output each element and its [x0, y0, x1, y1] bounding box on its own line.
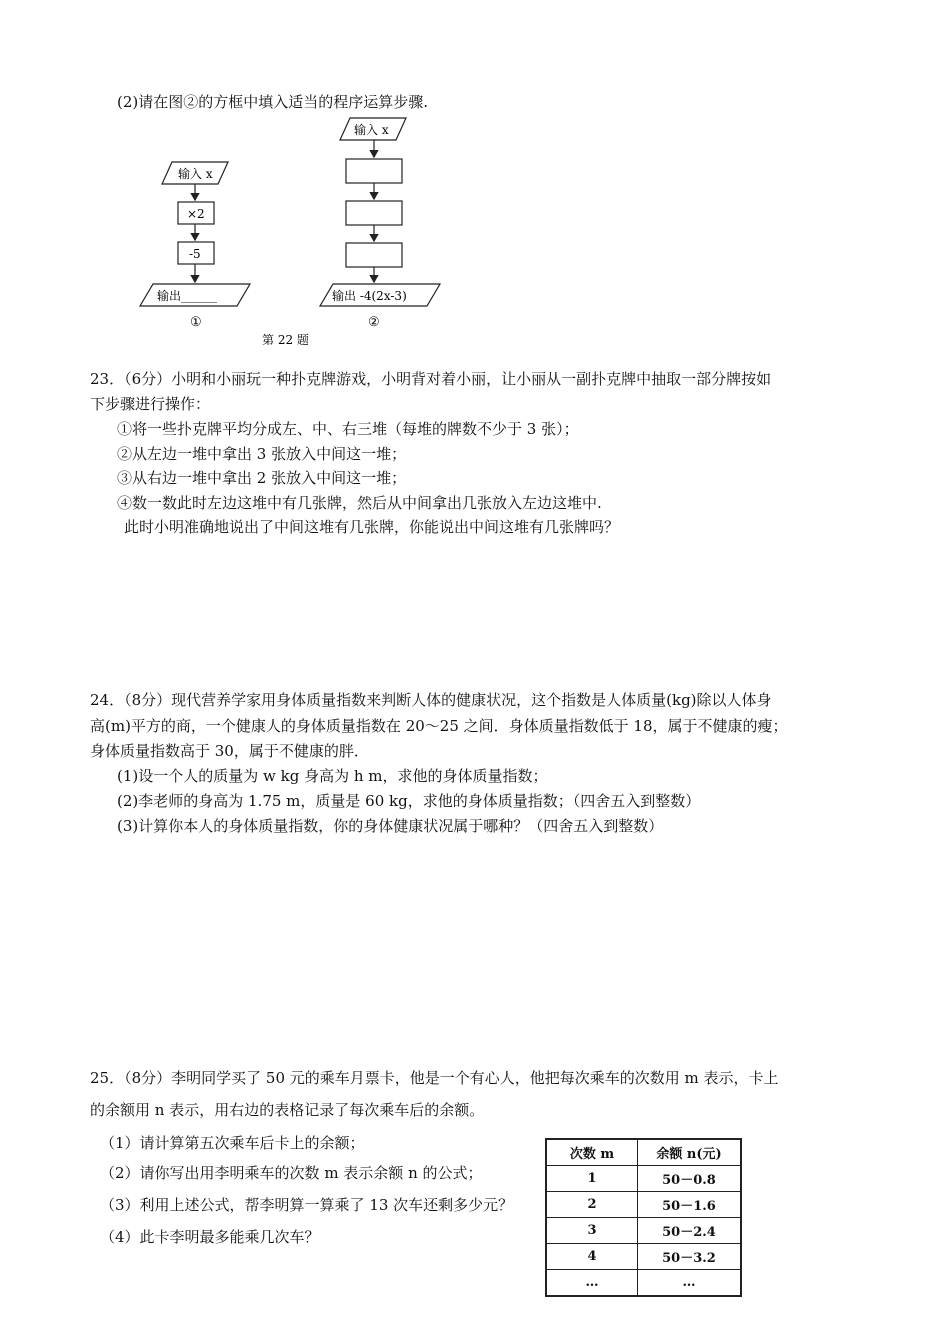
q23-step-1: ①将一些扑克牌平均分成左、中、右三堆（每堆的牌数不少于 3 张）；: [117, 420, 579, 438]
q22-part2-text: (2)请在图②的方框中填入适当的程序运算步骤.: [117, 93, 429, 111]
header-ride-count: 次数 m: [546, 1139, 638, 1166]
q25-part-2: （2）请你写出用李明乘车的次数 m 表示余额 n 的公式；: [100, 1164, 483, 1182]
q23-line2: 下步骤进行操作：: [90, 395, 211, 413]
q24-line1: 24．（8分）现代营养学家用身体质量指数来判断人体的健康状况，这个指数是人体质量(kg)除以人体身: [90, 691, 772, 709]
flowchart-1: [140, 162, 250, 330]
q23-step-3: ③从右边一堆中拿出 2 张放入中间这一堆；: [117, 469, 407, 487]
cell-balance: …: [638, 1270, 742, 1297]
fig2-label: ②: [368, 315, 380, 330]
cell-ride-count: 1: [546, 1166, 638, 1192]
cell-ride-count: 4: [546, 1244, 638, 1270]
fig1-input-text: 输入 x: [178, 167, 213, 181]
q23-step-2: ②从左边一堆中拿出 3 张放入中间这一堆；: [117, 445, 407, 463]
q24-line2: 高(m)平方的商，一个健康人的身体质量指数在 20～25 之间．身体质量指数低于 18，属于不健康的瘦；: [90, 717, 788, 735]
flowchart-2: [320, 118, 440, 330]
cell-ride-count: …: [546, 1270, 638, 1297]
q24-part-1: (1)设一个人的质量为 w kg 身高为 h m，求他的身体质量指数；: [117, 767, 548, 785]
q23-line1: 23．（6分）小明和小丽玩一种扑克牌游戏，小明背对着小丽，让小丽从一副扑克牌中抽取一部分牌按如: [90, 370, 772, 388]
q24-part-3: (3)计算你本人的身体质量指数，你的身体健康状况属于哪种？（四舍五入到整数）: [117, 817, 664, 835]
table-row: [546, 1166, 741, 1192]
cell-balance: 50－1.6: [638, 1192, 742, 1218]
fig1-output-text: 输出______: [157, 289, 218, 303]
fig2-blank-box-3: [346, 243, 402, 267]
q23-step-4: ④数一数此时左边这堆中有几张牌，然后从中间拿出几张放入左边这堆中.: [117, 494, 602, 512]
table-row: [546, 1244, 741, 1270]
cell-balance: 50－0.8: [638, 1166, 742, 1192]
q25-part-3: （3）利用上述公式，帮李明算一算乘了 13 次车还剩多少元？: [100, 1196, 514, 1214]
fig1-step2-text: -5: [189, 247, 201, 261]
fig2-output-text: 输出 -4(2x-3): [332, 289, 407, 303]
q25-part-4: （4）此卡李明最多能乘几次车？: [100, 1228, 320, 1246]
cell-balance: 50－3.2: [638, 1244, 742, 1270]
fig1-label: ①: [190, 315, 202, 330]
fare-balance-table: [545, 1138, 742, 1297]
q24-part-2: (2)李老师的身高为 1.75 m，质量是 60 kg，求他的身体质量指数；（四舍五入到整数）: [117, 792, 701, 810]
table-header-row: [546, 1139, 741, 1166]
table-row: [546, 1270, 741, 1297]
q23-question: 此时小明准确地说出了中间这堆有几张牌，你能说出中间这堆有几张牌吗？: [124, 518, 620, 536]
q25-part-1: （1）请计算第五次乘车后卡上的余额；: [100, 1134, 365, 1152]
header-balance: 余额 n(元): [638, 1139, 742, 1166]
fig2-blank-box-1: [346, 159, 402, 183]
fig1-step1-text: ×2: [187, 207, 205, 221]
fig2-input-text: 输入 x: [354, 123, 389, 137]
q24-line3: 身体质量指数高于 30，属于不健康的胖．: [90, 742, 369, 760]
q25-line1: 25．（8分）李明同学买了 50 元的乘车月票卡，他是一个有心人，他把每次乘车的次数用 m 表示，卡上: [90, 1069, 779, 1087]
flowchart-figure: [130, 112, 450, 352]
q25-line2: 的余额用 n 表示，用右边的表格记录了每次乘车后的余额。: [90, 1101, 485, 1119]
cell-ride-count: 3: [546, 1218, 638, 1244]
figure-caption: 第 22 题: [262, 333, 309, 347]
fig2-blank-box-2: [346, 201, 402, 225]
table-row: [546, 1192, 741, 1218]
cell-balance: 50－2.4: [638, 1218, 742, 1244]
table-row: [546, 1218, 741, 1244]
cell-ride-count: 2: [546, 1192, 638, 1218]
